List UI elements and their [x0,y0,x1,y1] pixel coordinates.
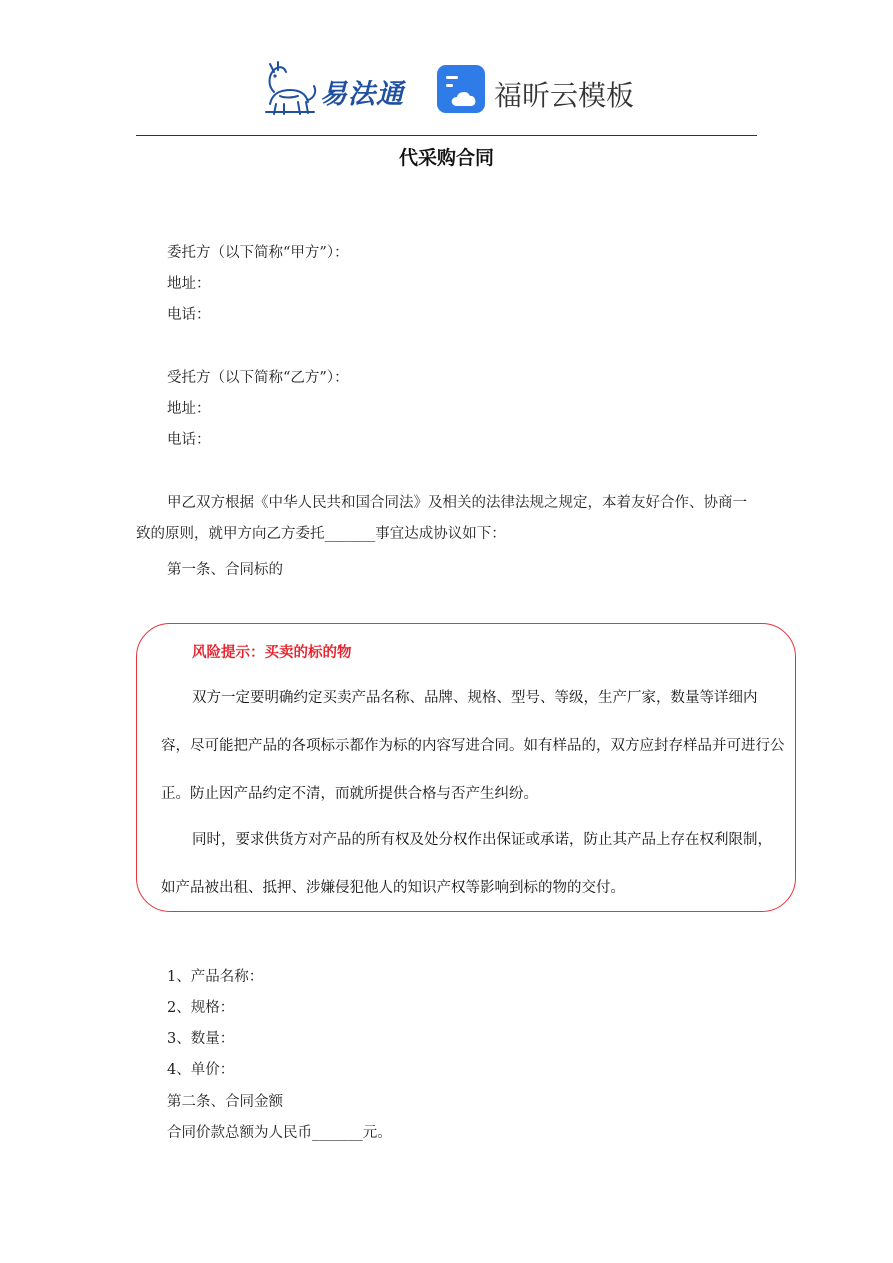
party-b-address: 地址： [167,401,211,417]
fuxin-logo-text: 福昕云模板 [494,79,635,112]
document-title: 代采购合同 [398,147,494,169]
yifatong-logo-text: 易法通 [320,79,404,110]
party-a-phone: 电话： [167,307,211,323]
article-2-text: 合同价款总额为人民币_______元。 [167,1125,392,1141]
kirin-icon [262,60,320,118]
party-a-address: 地址： [167,276,211,292]
yifatong-logo [262,60,418,118]
preamble-paragraph: 甲乙双方根据《中华人民共和国合同法》及相关的法律法规之规定，本着友好合作、协商一致的原则，就甲方向乙方委托_______事宜达成协议如下： [136,495,747,542]
header-divider [136,135,757,136]
party-b-label: 受托方（以下简称“乙方”）： [167,370,349,386]
party-b-phone: 电话： [167,432,211,448]
article-2-heading: 第二条、合同金额 [167,1094,283,1110]
risk-notice-title: 风险提示：买卖的标的物 [192,645,352,661]
fuxin-logo [436,64,646,120]
item-quantity: 3、数量： [167,1031,235,1047]
risk-notice-box [136,623,796,912]
risk-notice-paragraph-2: 同时，要求供货方对产品的所有权及处分权作出保证或承诺，防止其产品上存在权利限制，如产品被出租、抵押、涉嫌侵犯他人的知识产权等影响到标的物的交付。 [161,832,772,896]
risk-notice-paragraph-1: 双方一定要明确约定买卖产品名称、品牌、规格、型号、等级，生产厂家，数量等详细内容，尽可能把产品的各项标示都作为标的内容写进合同。如有样品的，双方应封存样品并可进行公正。防止因产品约定不清，而就所提供合格与否产生纠纷。 [161,690,785,802]
cloud-document-icon [436,64,486,114]
article-1-heading: 第一条、合同标的 [167,562,283,578]
item-unit-price: 4、单价： [167,1062,235,1078]
item-specification: 2、规格： [167,1000,235,1016]
item-product-name: 1、产品名称： [167,969,264,985]
page-header [0,58,893,120]
party-a-label: 委托方（以下简称“甲方”）： [167,245,349,261]
